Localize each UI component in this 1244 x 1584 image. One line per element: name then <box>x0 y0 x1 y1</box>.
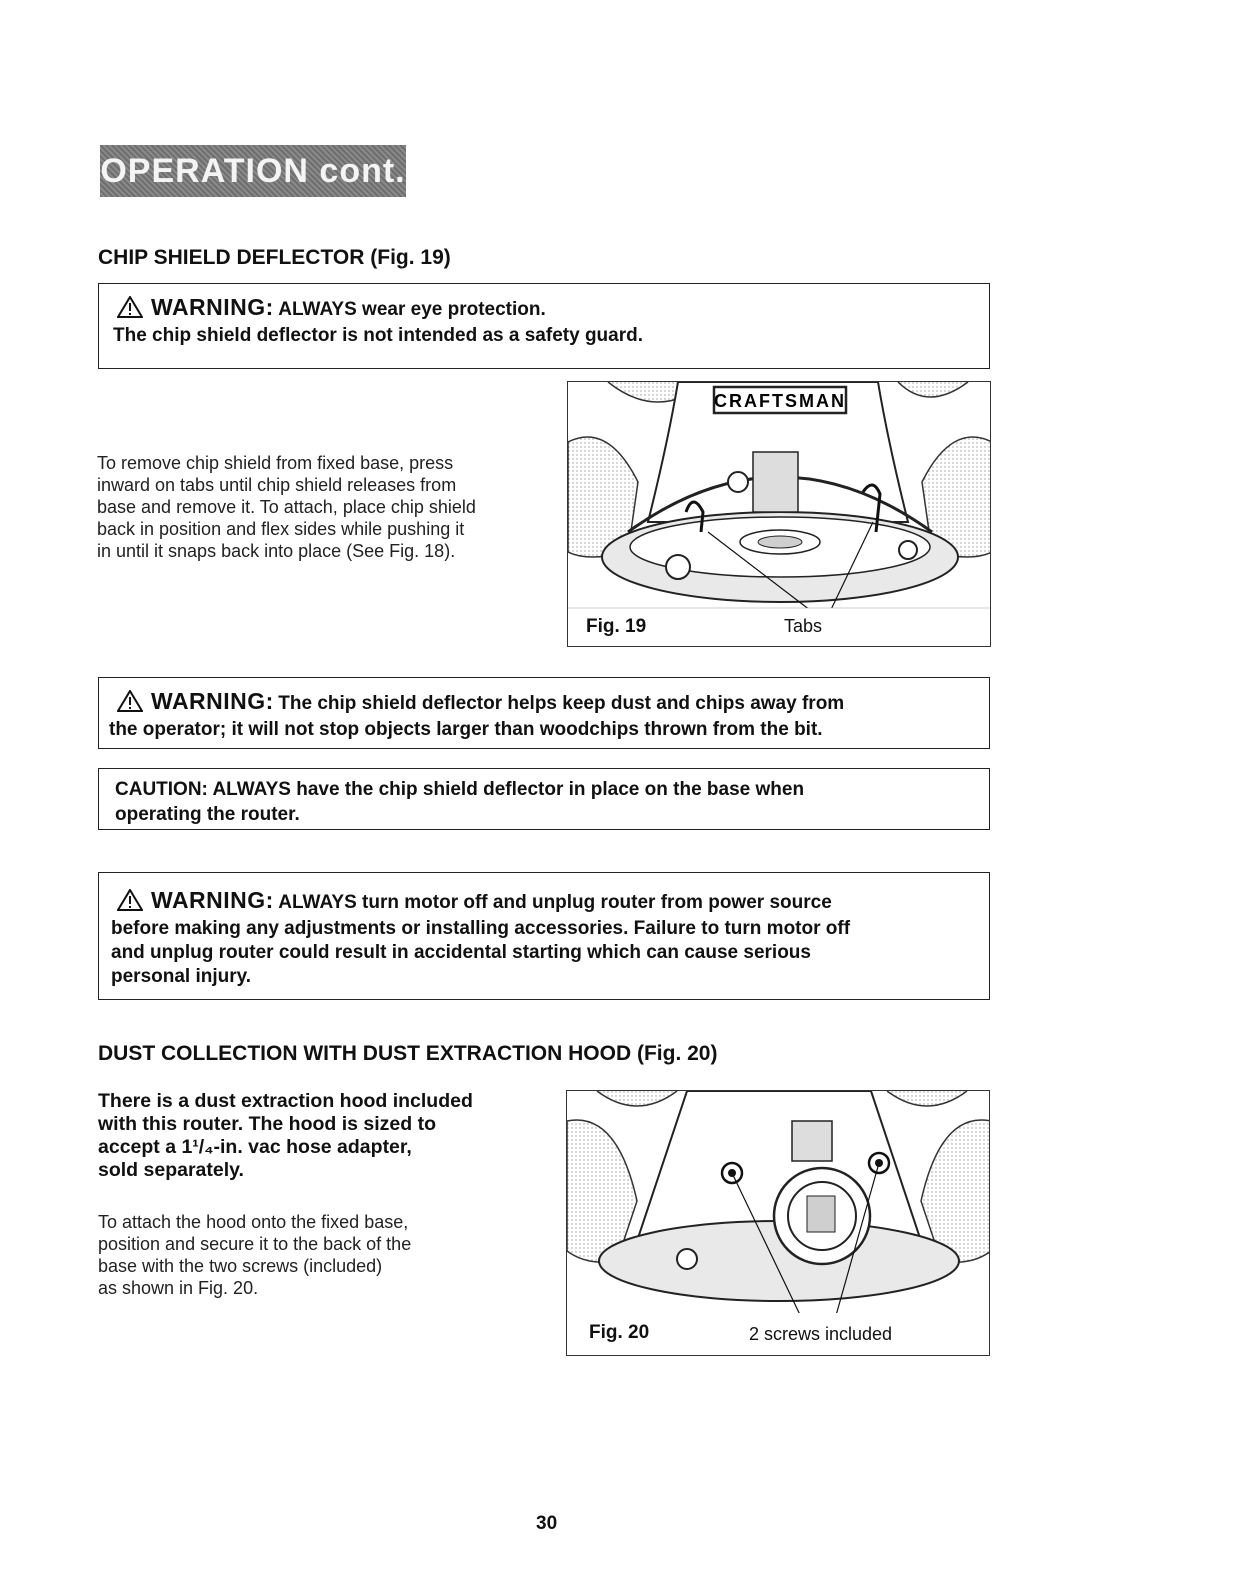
warning-line: the operator; it will not stop objects larger than woodchips thrown from the bit. <box>109 719 823 740</box>
description-line: accept a 1¹/₄-in. vac hose adapter, <box>98 1136 412 1158</box>
instruction-line: as shown in Fig. 20. <box>98 1278 259 1298</box>
warning-box-chip-shield <box>98 677 990 749</box>
instruction-line: back in position and flex sides while pushing it <box>97 519 465 539</box>
dust-hood-description <box>98 1090 538 1182</box>
chip-shield-instructions <box>97 452 547 562</box>
instruction-line: in until it snaps back into place (See Fig. 18). <box>97 541 456 561</box>
caution-line: operating the router. <box>115 804 300 825</box>
instruction-line: To attach the hood onto the fixed base, <box>98 1212 409 1232</box>
router-chip-shield-illustration <box>568 382 991 647</box>
warning-triangle-icon <box>117 889 143 911</box>
warning-line: ALWAYS wear eye protection. <box>278 299 546 320</box>
description-line: sold separately. <box>98 1159 244 1181</box>
chip-shield-heading: CHIP SHIELD DEFLECTOR (Fig. 19) <box>98 246 451 269</box>
warning-box-unplug <box>98 872 990 1000</box>
description-line: There is a dust extraction hood included <box>98 1090 473 1112</box>
warning-box-eye-protection <box>98 283 990 369</box>
caution-box <box>98 768 990 830</box>
figure-19 <box>567 381 991 647</box>
router-dust-hood-illustration <box>567 1091 990 1356</box>
figure-20 <box>566 1090 990 1356</box>
warning-line: personal injury. <box>111 966 252 987</box>
dust-hood-instructions <box>98 1211 538 1299</box>
instruction-line: inward on tabs until chip shield releases from <box>97 475 457 495</box>
instruction-line: base with the two screws (included) <box>98 1256 383 1276</box>
caution-line: CAUTION: ALWAYS have the chip shield deflector in place on the base when <box>115 779 805 800</box>
warning-line: and unplug router could result in accidental starting which can cause serious <box>111 942 811 963</box>
warning-title: WARNING: <box>151 887 274 913</box>
warning-line: before making any adjustments or installing accessories. Failure to turn motor off <box>111 918 851 939</box>
instruction-line: To remove chip shield from fixed base, press <box>97 453 454 473</box>
page-number: 30 <box>536 1513 558 1534</box>
brand-text: CRAFTSMAN <box>714 391 846 411</box>
warning-title: WARNING: <box>151 688 274 714</box>
instruction-line: position and secure it to the back of the <box>98 1234 412 1254</box>
dust-collection-heading: DUST COLLECTION WITH DUST EXTRACTION HOOD (Fig. 20) <box>98 1042 718 1065</box>
figure-label: Fig. 19 <box>586 616 647 637</box>
description-line: with this router. The hood is sized to <box>98 1113 437 1135</box>
warning-line: The chip shield deflector helps keep dust and chips away from <box>278 693 845 714</box>
warning-line: The chip shield deflector is not intended as a safety guard. <box>113 325 643 346</box>
figure-label: Fig. 20 <box>589 1322 650 1343</box>
figure-callout: Tabs <box>784 616 823 636</box>
warning-triangle-icon <box>117 690 143 712</box>
section-banner-text: OPERATION cont. <box>100 151 406 190</box>
warning-title: WARNING: <box>151 294 274 320</box>
warning-triangle-icon <box>117 296 143 318</box>
warning-line: ALWAYS turn motor off and unplug router from power source <box>278 892 832 913</box>
figure-callout: 2 screws included <box>749 1324 893 1344</box>
instruction-line: base and remove it. To attach, place chip shield <box>97 497 476 517</box>
section-banner <box>100 145 406 197</box>
